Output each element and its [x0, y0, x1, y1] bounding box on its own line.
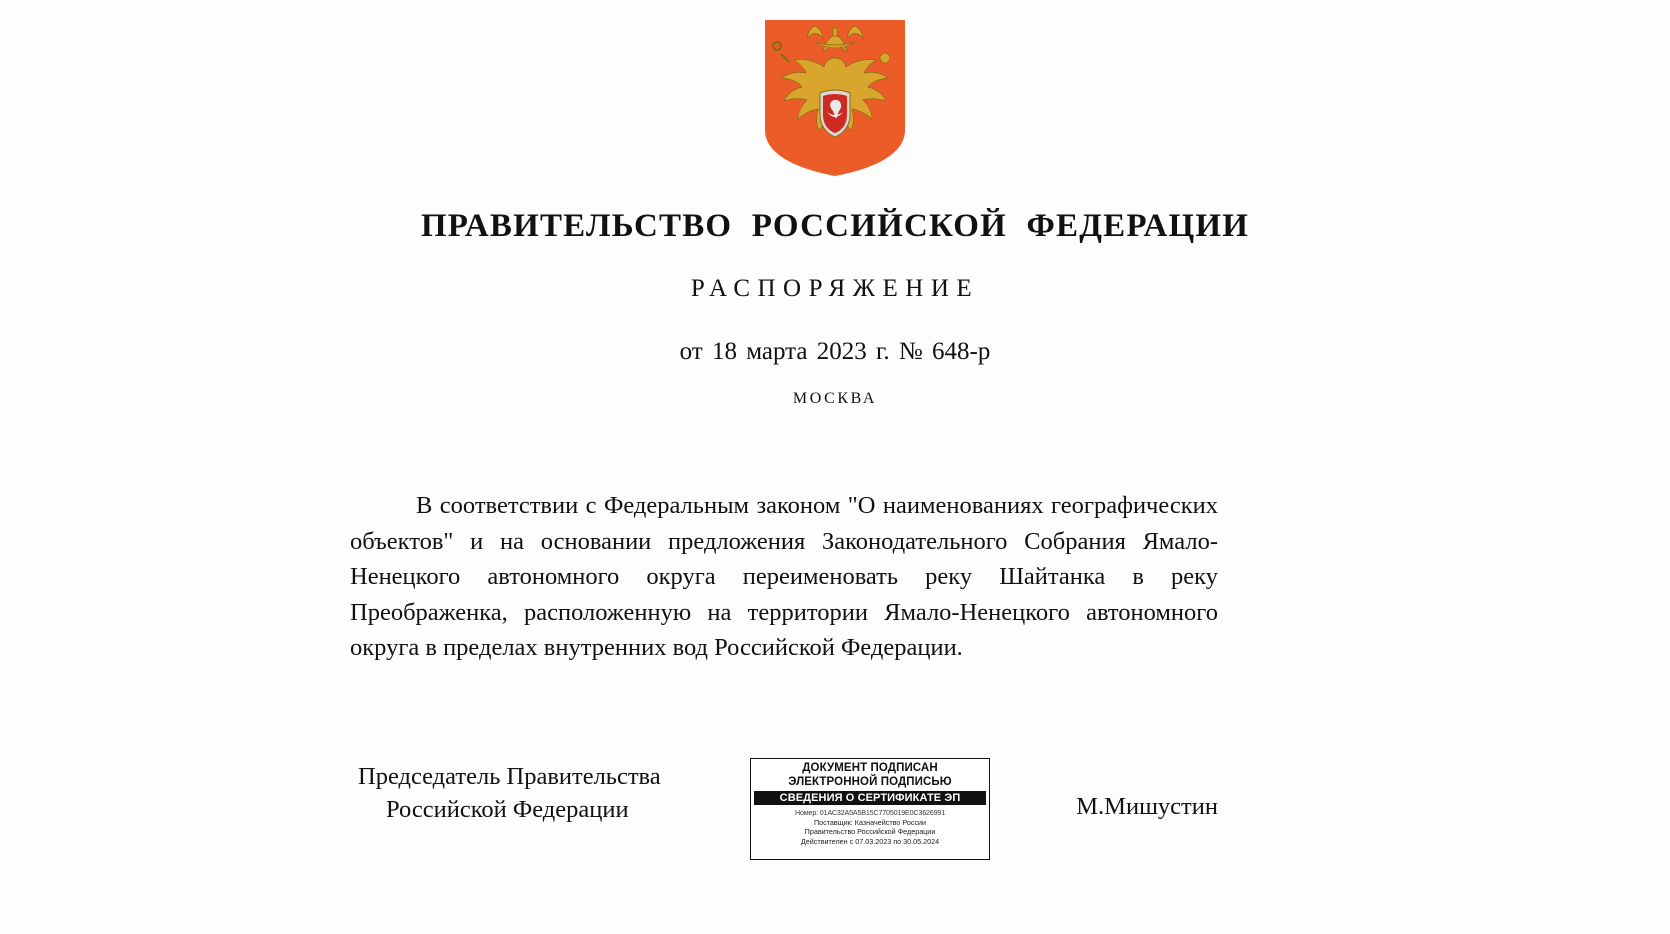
stamp-detail-provider: Поставщик: Казначейство России	[813, 817, 927, 827]
stamp-heading-line1: ДОКУМЕНТ ПОДПИСАН	[802, 762, 938, 774]
document-city: МОСКВА	[792, 390, 878, 407]
stamp-details	[751, 807, 989, 846]
signatory-name: М.Мишустин	[1076, 793, 1218, 820]
coat-of-arms-icon	[759, 18, 911, 178]
stamp-detail-number: Номер: 01AC32A5A5B15C7705019E0C3626991	[795, 808, 945, 817]
stamp-heading-line2: ЭЛЕКТРОННОЙ ПОДПИСЬЮ	[788, 775, 952, 788]
russian-coat-of-arms	[759, 18, 911, 188]
stamp-heading	[751, 759, 989, 790]
document-date-number: от 18 марта 2023 г. № 648-р	[679, 338, 991, 365]
signature-block	[350, 760, 1218, 880]
signatory-title-line2: Российской Федерации	[386, 796, 629, 823]
signatory-title-line1: Председатель Правительства	[358, 763, 661, 790]
stamp-detail-validity: Действителен с 07.03.2023 по 30.05.2024	[800, 836, 940, 846]
page-title: ПРАВИТЕЛЬСТВО РОССИЙСКОЙ ФЕДЕРАЦИИ	[420, 208, 1250, 244]
stamp-detail-owner: Правительство Российской Федерации	[804, 827, 936, 837]
document-type: РАСПОРЯЖЕНИЕ	[690, 275, 980, 302]
signatory-title	[358, 760, 661, 826]
electronic-signature-stamp	[750, 758, 990, 860]
document-body-text: В соответствии с Федеральным законом "О наименованиях географических объектов" и на основании предложения Законодательного Собрания Ямало-Ненецкого автономного округа переименовать реку Шайтанка в реку Преображенка, расположенную на территории Ямало-Ненецкого автономного округа в пределах внутренних вод Российской Федерации.	[350, 492, 1218, 661]
stamp-certificate-bar: СВЕДЕНИЯ О СЕРТИФИКАТЕ ЭП	[754, 791, 986, 805]
